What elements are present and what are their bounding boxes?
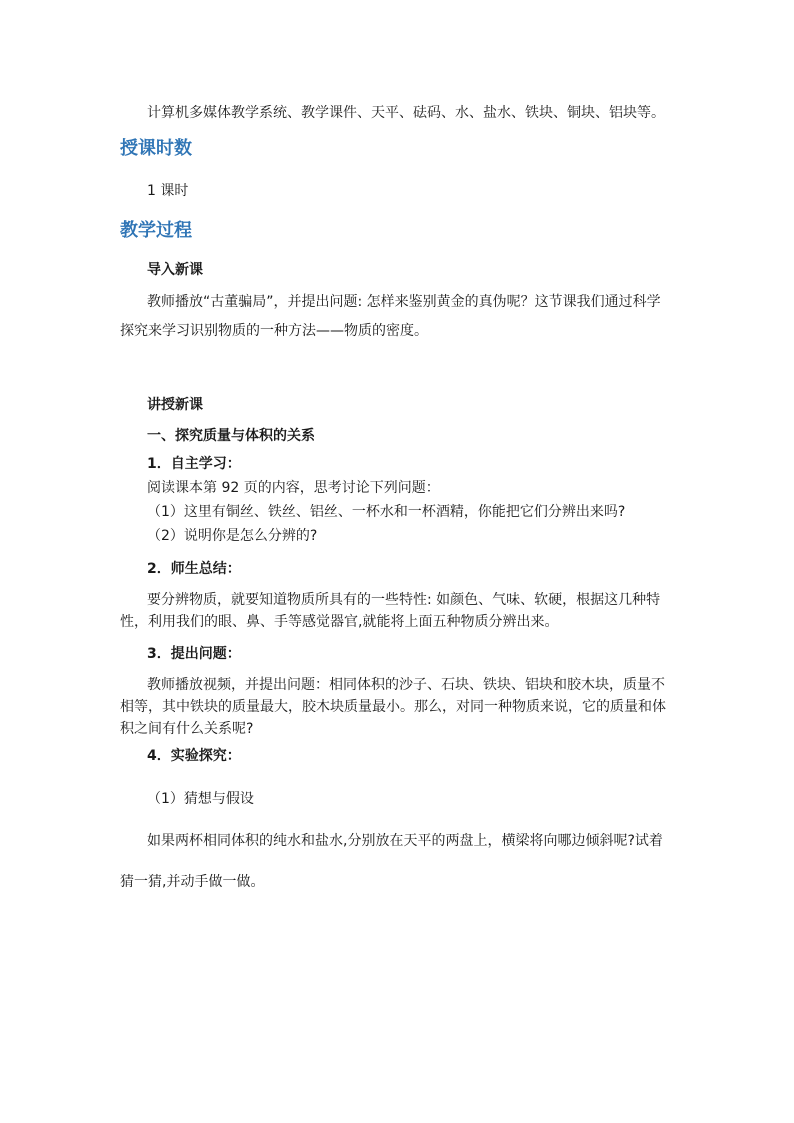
step-3-paragraph-line-3: 积之间有什么关系呢? (120, 721, 254, 737)
heading-teaching-process: 教学过程 (120, 220, 192, 241)
step-1-question-2: （2）说明你是怎么分辨的? (147, 528, 318, 544)
materials-text: 计算机多媒体教学系统、教学课件、天平、砝码、水、盐水、铁块、铜块、铝块等。 (147, 105, 665, 121)
intro-paragraph-line-1: 教师播放“古董骗局”，并提出问题: 怎样来鉴别黄金的真伪呢？这节课我们通过科学 (147, 294, 661, 310)
step-2-title: 2．师生总结： (147, 561, 241, 577)
step-3-title: 3．提出问题： (147, 646, 241, 662)
step-1-paragraph: 阅读课本第 92 页的内容，思考讨论下列问题： (147, 480, 440, 496)
step-3-paragraph-line-1: 教师播放视频，并提出问题：相同体积的沙子、石块、铁块、铝块和胶木块，质量不 (147, 677, 665, 693)
subheading-intro: 导入新课 (147, 262, 203, 278)
step-4-paragraph-line-2: 猜一猜,并动手做一做。 (120, 874, 265, 890)
step-4-title: 4．实验探究： (147, 748, 241, 764)
step-1-question-1: （1）这里有铜丝、铁丝、铝丝、一杯水和一杯酒精，你能把它们分辨出来吗? (147, 504, 626, 520)
step-1-title: 1．自主学习： (147, 456, 241, 472)
subheading-new-lesson: 讲授新课 (147, 397, 203, 413)
heading-teaching-hours: 授课时数 (120, 138, 192, 159)
section-1-title: 一、探究质量与体积的关系 (147, 428, 315, 444)
step-3-paragraph-line-2: 相等，其中铁块的质量最大，胶木块质量最小。那么，对同一种物质来说，它的质量和体 (120, 699, 666, 715)
step-2-paragraph-line-2: 性，利用我们的眼、鼻、手等感觉器官,就能将上面五种物质分辨出来。 (120, 614, 559, 630)
step-2-paragraph-line-1: 要分辨物质，就要知道物质所具有的一些特性: 如颜色、气味、软硬，根据这几种特 (147, 592, 661, 608)
teaching-hours-text: 1 课时 (147, 183, 189, 199)
step-4-paragraph-line-1: 如果两杯相同体积的纯水和盐水,分别放在天平的两盘上，横梁将向哪边倾斜呢?试着 (147, 833, 663, 849)
step-4-subheading: （1）猜想与假设 (147, 791, 254, 807)
intro-paragraph-line-2: 探究来学习识别物质的一种方法——物质的密度。 (120, 323, 428, 339)
